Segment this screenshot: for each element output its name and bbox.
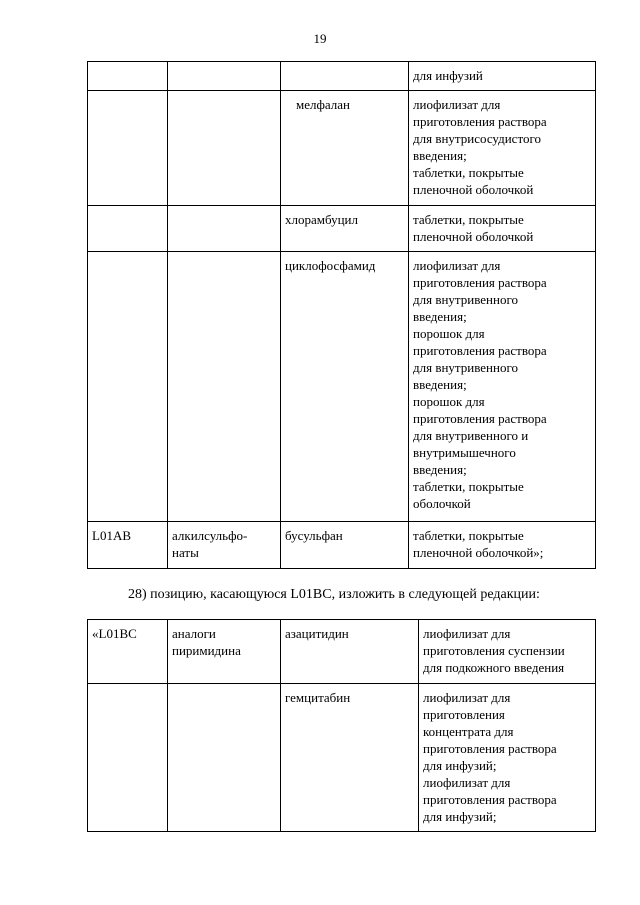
drug-name-cell: циклофосфамид (281, 252, 409, 522)
drug-table-2 (87, 619, 596, 832)
drug-name-cell: азацитидин (281, 620, 419, 684)
group-cell: аналоги пиримидина (168, 620, 281, 684)
table-row (88, 620, 596, 684)
table-row (88, 252, 596, 522)
atc-code-cell: L01AB (88, 522, 168, 569)
dosage-form-cell: лиофилизат для приготовления раствора для внутрисосудистого введения; таблетки, покрытые пленочной оболочкой (409, 91, 596, 206)
drug-table-1 (87, 61, 596, 569)
table-row (88, 206, 596, 252)
table-row (88, 684, 596, 832)
drug-name-cell: гемцитабин (281, 684, 419, 832)
group-cell (168, 62, 281, 91)
group-cell (168, 206, 281, 252)
group-cell (168, 91, 281, 206)
group-cell: алкилсульфо- наты (168, 522, 281, 569)
table-row (88, 522, 596, 569)
group-cell (168, 684, 281, 832)
page-number: 19 (313, 31, 327, 46)
atc-code-cell (88, 252, 168, 522)
drug-name-cell: мелфалан (281, 91, 409, 206)
dosage-form-cell: лиофилизат для приготовления концентрата для приготовления раствора для инфузий; лиофилизат для приготовления раствора для инфузий; (419, 684, 596, 832)
dosage-form-cell: таблетки, покрытые пленочной оболочкой (409, 206, 596, 252)
dosage-form-cell: для инфузий (409, 62, 596, 91)
atc-code-cell (88, 684, 168, 832)
dosage-form-cell: лиофилизат для приготовления раствора для внутривенного введения; порошок для приготовления раствора для внутривенного введения; порошок для приготовления раствора для внутривенного и внутримышечного введения; таблетки, покрытые оболочкой (409, 252, 596, 522)
drug-name-cell (281, 62, 409, 91)
group-cell (168, 252, 281, 522)
atc-code-cell: «L01BC (88, 620, 168, 684)
atc-code-cell (88, 62, 168, 91)
drug-name-cell: бусульфан (281, 522, 409, 569)
table-row (88, 62, 596, 91)
table-row (88, 91, 596, 206)
atc-code-cell (88, 206, 168, 252)
amendment-instruction: 28) позицию, касающуюся L01BC, изложить в следующей редакции: (128, 587, 540, 602)
drug-name-cell: хлорамбуцил (281, 206, 409, 252)
dosage-form-cell: таблетки, покрытые пленочной оболочкой»; (409, 522, 596, 569)
dosage-form-cell: лиофилизат для приготовления суспензии для подкожного введения (419, 620, 596, 684)
atc-code-cell (88, 91, 168, 206)
